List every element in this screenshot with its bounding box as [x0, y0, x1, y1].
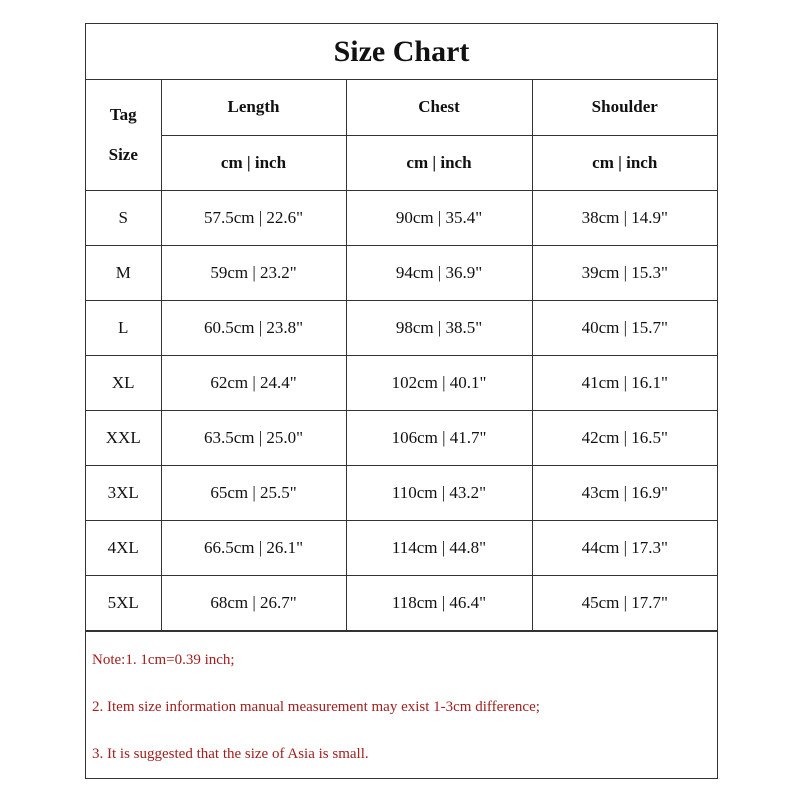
- chest-cell: 114cm | 44.8": [346, 521, 532, 576]
- chest-cell: 110cm | 43.2": [346, 466, 532, 521]
- notes: [86, 631, 717, 764]
- length-cell: 65cm | 25.5": [161, 466, 346, 521]
- size-chart: [85, 23, 718, 779]
- size-cell: M: [86, 246, 161, 301]
- chest-cell: 106cm | 41.7": [346, 411, 532, 466]
- tag-size-header-line2: Size: [108, 145, 138, 164]
- size-cell: S: [86, 191, 161, 246]
- table-row: [86, 301, 717, 356]
- length-cell: 59cm | 23.2": [161, 246, 346, 301]
- size-table: [86, 80, 717, 631]
- note-3: 3. It is suggested that the size of Asia is small.: [92, 746, 369, 762]
- chest-cell: 98cm | 38.5": [346, 301, 532, 356]
- size-cell: XL: [86, 356, 161, 411]
- length-cell: 66.5cm | 26.1": [161, 521, 346, 576]
- note-1: Note:1. 1cm=0.39 inch;: [92, 652, 235, 668]
- unit-header-shoulder: cm | inch: [532, 135, 717, 190]
- size-cell: 5XL: [86, 576, 161, 631]
- shoulder-cell: 44cm | 17.3": [532, 521, 717, 576]
- shoulder-cell: 39cm | 15.3": [532, 246, 717, 301]
- table-row: [86, 246, 717, 301]
- size-cell: 4XL: [86, 521, 161, 576]
- column-header-shoulder: Shoulder: [532, 80, 717, 135]
- column-header-chest: Chest: [346, 80, 532, 135]
- length-cell: 63.5cm | 25.0": [161, 411, 346, 466]
- table-row: [86, 191, 717, 246]
- length-cell: 68cm | 26.7": [161, 576, 346, 631]
- shoulder-cell: 41cm | 16.1": [532, 356, 717, 411]
- length-cell: 57.5cm | 22.6": [161, 191, 346, 246]
- shoulder-cell: 45cm | 17.7": [532, 576, 717, 631]
- unit-header-length: cm | inch: [161, 135, 346, 190]
- table-row: [86, 411, 717, 466]
- size-cell: XXL: [86, 411, 161, 466]
- shoulder-cell: 42cm | 16.5": [532, 411, 717, 466]
- note-2: 2. Item size information manual measurement may exist 1-3cm difference;: [92, 699, 540, 715]
- table-row: [86, 466, 717, 521]
- shoulder-cell: 40cm | 15.7": [532, 301, 717, 356]
- chest-cell: 90cm | 35.4": [346, 191, 532, 246]
- length-cell: 62cm | 24.4": [161, 356, 346, 411]
- length-cell: 60.5cm | 23.8": [161, 301, 346, 356]
- page-title: Size Chart: [86, 24, 717, 80]
- chest-cell: 102cm | 40.1": [346, 356, 532, 411]
- size-cell: 3XL: [86, 466, 161, 521]
- chest-cell: 118cm | 46.4": [346, 576, 532, 631]
- table-row: [86, 521, 717, 576]
- unit-header-chest: cm | inch: [346, 135, 532, 190]
- shoulder-cell: 38cm | 14.9": [532, 191, 717, 246]
- table-row: [86, 356, 717, 411]
- tag-size-header-line1: Tag: [109, 105, 137, 124]
- chest-cell: 94cm | 36.9": [346, 246, 532, 301]
- tag-size-header: [86, 80, 161, 191]
- table-row: [86, 576, 717, 631]
- shoulder-cell: 43cm | 16.9": [532, 466, 717, 521]
- size-cell: L: [86, 301, 161, 356]
- column-header-length: Length: [161, 80, 346, 135]
